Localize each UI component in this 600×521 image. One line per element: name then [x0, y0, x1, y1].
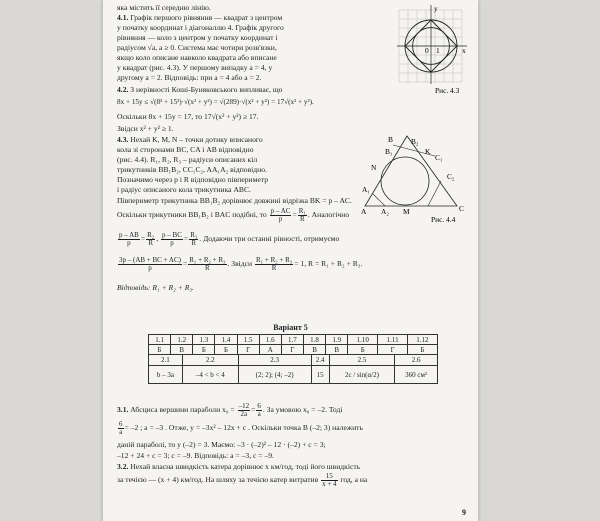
table-cell: Б — [407, 345, 437, 355]
table-cell: 2.2 — [182, 355, 238, 366]
triangle-abc — [365, 136, 457, 206]
formula-line — [117, 472, 367, 488]
text-fragment: = –2 ; a = –3 . Отже, y = –3x² – 12x + c . Оскільки точка B (–2; 3) належить — [124, 423, 363, 432]
table-cell: 2.4 — [311, 355, 329, 366]
table-cell: 2c / sin(α/2) — [329, 366, 394, 384]
point-label: C₁ — [435, 153, 443, 162]
table-cell: В — [303, 345, 325, 355]
text-line: Позначимо через p і R відповідно півпериметр — [117, 175, 268, 184]
table-cell: 1.1 — [149, 335, 171, 345]
problem-number: 4.1. — [117, 13, 129, 22]
denominator: R — [271, 263, 277, 272]
text-fragment: . Звідси — [227, 259, 253, 268]
table-cell: 1.4 — [215, 335, 237, 345]
point-label: B₂ — [411, 137, 419, 146]
denominator: 2a — [240, 409, 248, 418]
text-line: у початку координат і діагоналлю 4. Графік другого — [117, 23, 284, 32]
fraction — [298, 208, 307, 223]
text-line: якщо коло описане навколо квадрата або вписане — [117, 53, 277, 62]
formula-line — [117, 420, 363, 436]
table-cell: Б — [193, 345, 215, 355]
numerator: R₁ + R₂ + R₃ — [256, 255, 293, 264]
numerator: p – BC — [162, 230, 182, 239]
text-line — [117, 462, 360, 471]
numerator: R₁ — [298, 206, 306, 215]
table-cell: Г — [237, 345, 259, 355]
fraction — [321, 473, 337, 488]
table-cell: 2.3 — [238, 355, 311, 366]
tangent-c — [428, 181, 441, 206]
numerator: –12 — [238, 401, 250, 410]
table-cell: 1.6 — [259, 335, 281, 345]
figure-caption: Рис. 4.3 — [435, 86, 460, 95]
fraction — [161, 232, 183, 247]
numerator: 3p – (AB + BC + AC) — [119, 255, 181, 264]
text-line: рівняння — коло з центром у початку координат і — [117, 33, 278, 42]
table-cell: b – 3a — [149, 366, 183, 384]
table-cell: Б — [348, 345, 378, 355]
table-cell: 1.12 — [407, 335, 437, 345]
table-cell: 1.2 — [171, 335, 193, 345]
figure-caption: Рис. 4.4 — [431, 215, 456, 224]
fraction — [118, 232, 140, 247]
numerator: p – AB — [119, 230, 139, 239]
answer-line: Відповідь: R₁ + R₂ + R₃. — [117, 283, 194, 292]
formula-line: $\frac{p - AB}{p}$ = $\frac{\text{R₂}}{R}$ , $\frac{p - BC}{p}$ = $\frac{\text{R₃}}{R}$ . Додаючи три останні рівності, отримуємо — [119, 230, 340, 247]
text-fragment: . Аналогічно — [307, 210, 350, 219]
text-fragment: = 1, R = R₁ + R₂ + R₃. — [294, 259, 363, 268]
table-header-row — [149, 355, 438, 366]
point-label: N — [371, 163, 377, 172]
table-cell: Б — [149, 345, 171, 355]
denominator: R — [299, 214, 305, 223]
point-label: C₂ — [447, 172, 455, 181]
point-label: K — [425, 147, 431, 156]
text-fragment: З нерівності Коші-Буняковського випливає, що — [128, 85, 283, 94]
text-line — [117, 135, 263, 144]
table-cell: –4 < b < 4 — [182, 366, 238, 384]
table-cell: 1.9 — [326, 335, 348, 345]
text-line: кола зі сторонами BC, CA і AB відповідно — [117, 145, 254, 154]
table-cell: 1.7 — [281, 335, 303, 345]
table-cell: В — [326, 345, 348, 355]
point-label: A₁ — [362, 185, 370, 194]
text-fragment: Оскільки трикутники BB₁B₂ і BAC подібні, то — [117, 210, 267, 219]
text-line: радіусом √a, a ≥ 0. Система має чотири розв'язки, — [117, 43, 277, 52]
numerator: R₁ + R₂ + R₃ — [189, 255, 226, 264]
numerator: R₂ — [147, 230, 155, 239]
denominator: R — [205, 263, 210, 272]
denominator: p — [148, 263, 152, 272]
unit-label: 1 — [436, 46, 440, 55]
text-fragment: . За умовою x₀ = –2. Тоді — [262, 405, 343, 414]
numerator: 6 — [257, 401, 261, 410]
axis-label-x: x — [462, 46, 466, 55]
table-cell: Б — [215, 345, 237, 355]
fraction — [256, 403, 262, 418]
text-line: (рис. 4.4). R₁, R₂, R₃ – радіуси описаних кіл — [117, 155, 258, 164]
table-cell: Г — [378, 345, 408, 355]
text-fragment: Нехай K, M, N – точки дотику вписаного — [128, 135, 263, 144]
table-cell: 2.5 — [329, 355, 394, 366]
fraction — [238, 403, 251, 418]
text-line: другому a = 2. Відповідь: при a = 4 або a = 2. — [117, 73, 262, 82]
formula-line: Оскільки трикутники BB₁B₂ і BAC подібні, то $\frac{p - AC}{p}$ = $\frac{\text{R₁}}{R}$ . Аналогічно — [117, 206, 350, 223]
denominator: R — [191, 238, 197, 247]
numerator: R₃ — [190, 230, 198, 239]
text-fragment: год, а на — [338, 475, 368, 484]
point-label: A₂ — [381, 207, 389, 216]
formula-line: 8x + 15y ≤ √(8² + 15²)·√(x² + y²) = √(289)·√(x² + y²) = 17√(x² + y²). — [117, 98, 314, 106]
page-number: 9 — [462, 508, 466, 517]
denominator: R — [148, 238, 154, 247]
problem-number: 4.2. — [117, 85, 129, 94]
answers-table-2 — [148, 354, 438, 384]
table-cell: 1.5 — [237, 335, 259, 345]
table-cell: В — [171, 345, 193, 355]
fraction — [189, 232, 198, 247]
incircle — [381, 157, 429, 205]
text-line: –12 + 24 + c = 3; c = –9. Відповідь: a = –3, c = –9. — [117, 451, 274, 460]
table-cell: 360 см² — [395, 366, 438, 384]
table-cell: 1.8 — [303, 335, 325, 345]
axis-label-y: y — [434, 4, 438, 13]
figure-4-3 — [395, 2, 471, 96]
table-row — [149, 345, 438, 355]
denominator: a — [257, 409, 261, 418]
denominator: p — [278, 214, 283, 223]
text-fragment: Нехай власна швидкість катера дорівнює x км/год, тоді його швидкість — [128, 462, 361, 471]
numerator: p – AC — [270, 206, 291, 215]
table-cell: А — [259, 345, 281, 355]
table-row — [149, 366, 438, 384]
denominator: a — [119, 427, 123, 436]
text-line: і радіус описаного кола трикутника ABC. — [117, 185, 251, 194]
table-cell: 1.11 — [378, 335, 408, 345]
tangent-a — [373, 194, 385, 206]
text-fragment: Абсциса вершини параболи x₀ = — [128, 405, 235, 414]
table-cell: 15 — [311, 366, 329, 384]
table-cell: (2; 2); (4; –2) — [238, 366, 311, 384]
text-line: яка містить її середню лінію. — [117, 3, 211, 12]
text-line: даній параболі, то y (–2) = 3. Маємо: –3 · (–2)² – 12 · (–2) + c = 3; — [117, 440, 326, 449]
text-fragment: за течією — (x + 4) км/год. На шляху за течією катер витратив — [117, 475, 319, 484]
text-line: Півпериметр трикутника BB₁B₂ дорівнює довжині відрізка BK = p – AC. — [117, 196, 352, 205]
point-label: B₁ — [385, 147, 393, 156]
book-page — [103, 0, 478, 521]
origin-label: 0 — [425, 46, 429, 55]
text-fragment: . Додаючи три останні рівності, отримуємо — [199, 234, 340, 243]
text-line — [117, 85, 282, 94]
fraction — [118, 421, 124, 436]
variant-title: Варіант 5 — [273, 323, 308, 332]
text-line: трикутників BB₁B₂, CC₁C₂, AA₁A₂ відповідно. — [117, 165, 267, 174]
table-cell: 2.1 — [149, 355, 183, 366]
table-cell: 2.6 — [395, 355, 438, 366]
fraction — [188, 257, 226, 272]
numerator: 6 — [119, 419, 123, 428]
point-label: C — [459, 204, 464, 213]
text-line: Звідси x² + y² ≥ 1. — [117, 124, 174, 133]
text-line: у квадрат (рис. 4.3). У першому випадку a = 4, у — [117, 63, 273, 72]
answers-table-1 — [148, 334, 438, 355]
figure-4-4 — [361, 132, 471, 224]
table-cell: Г — [281, 345, 303, 355]
formula-line: 3.1. Абсциса вершини параболи x₀ = $\frac{-12}{2a}$ = $\frac{6}{a}$ . За умовою x₀ = –2. Тоді — [117, 401, 343, 418]
fraction — [270, 208, 292, 223]
denominator: p — [170, 238, 174, 247]
point-label: B — [388, 135, 393, 144]
denominator: p — [127, 238, 131, 247]
table-header-row — [149, 335, 438, 345]
formula-line: $\frac{3p - (AB + BC + AC)}{p}$ = $\frac{\text{R₁ + R₂ + R₃}}{R}$ . Звідси $\frac{\text{R₁ + R₂ + R₃}}{R}$ = 1, R = R₁ + R₂ + R₃. — [119, 255, 363, 272]
fraction — [255, 257, 293, 272]
problem-number: 4.3. — [117, 135, 129, 144]
fraction — [146, 232, 155, 247]
point-label: A — [361, 207, 367, 216]
text-line: Оскільки 8x + 15y = 17, то 17√(x² + y²) ≥ 17. — [117, 112, 259, 121]
table-cell: 1.10 — [348, 335, 378, 345]
fraction — [118, 257, 182, 272]
text-fragment: Графік першого рівняння — квадрат з центром — [128, 13, 283, 22]
numerator: 15 — [321, 473, 337, 481]
problem-number: 3.2. — [117, 462, 129, 471]
denominator: x + 4 — [322, 479, 337, 488]
table-cell: 1.3 — [193, 335, 215, 345]
text-line — [117, 13, 282, 22]
point-label: M — [403, 207, 410, 216]
problem-number: 3.1. — [117, 405, 129, 414]
